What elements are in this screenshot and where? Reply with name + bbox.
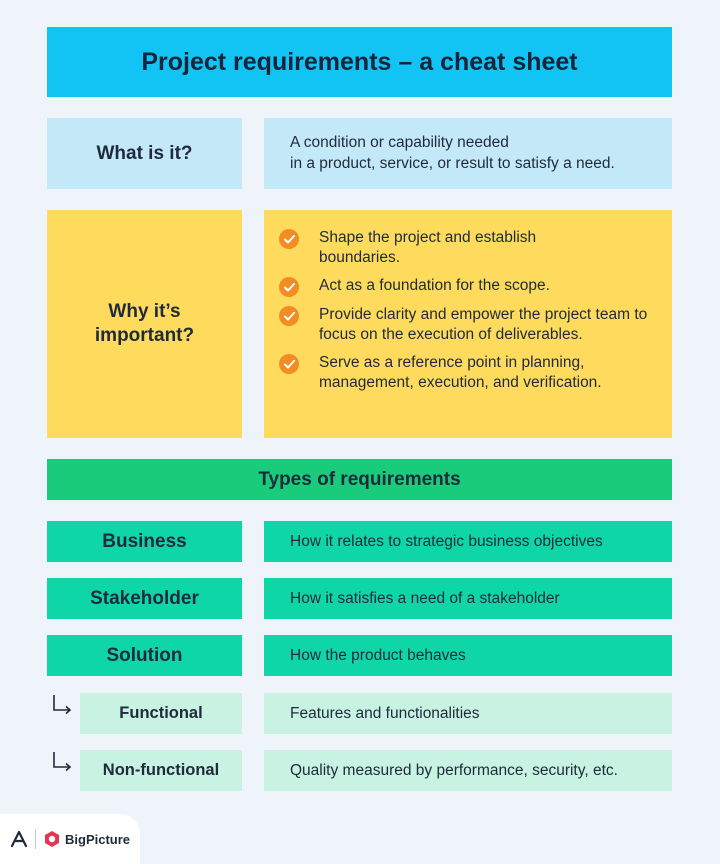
- subtype-label-non-functional: [80, 750, 242, 791]
- what-line-1: A condition or capability needed: [290, 134, 509, 151]
- subtype-label-text: Non-functional: [102, 761, 220, 779]
- type-label-text: Solution: [106, 644, 183, 666]
- why-item: [279, 276, 658, 297]
- footer-brand-name: BigPicture: [65, 831, 131, 847]
- why-label-box: [47, 210, 242, 438]
- type-label-solution: [47, 635, 242, 676]
- page-title: Project requirements – a cheat sheet: [141, 47, 578, 76]
- types-header-label: Types of requirements: [258, 468, 461, 490]
- type-label-business: [47, 521, 242, 562]
- why-item: [279, 228, 658, 268]
- appfire-logo-icon: [10, 830, 28, 848]
- sub-arrow-icon: [50, 693, 76, 719]
- footer-branding: [0, 814, 140, 864]
- type-desc-business: How it relates to strategic business objectives: [264, 521, 672, 562]
- why-item-text: Act as a foundation for the scope.: [319, 277, 550, 294]
- check-icon: [279, 229, 299, 249]
- why-label: [95, 300, 194, 348]
- why-item-text: Serve as a reference point in planning, management, execution, and verification.: [319, 354, 602, 391]
- why-item-text: Provide clarity and empower the project team to focus on the execution of deliverables.: [319, 306, 648, 343]
- what-line-2: in a product, service, or result to satisfy a need.: [290, 155, 615, 172]
- footer-divider: [35, 829, 36, 849]
- what-label-box: [47, 118, 242, 189]
- type-desc-stakeholder: How it satisfies a need of a stakeholder: [264, 578, 672, 619]
- subtype-label-functional: [80, 693, 242, 734]
- why-item: [279, 305, 658, 345]
- check-icon: [279, 306, 299, 326]
- subtype-desc-functional: Features and functionalities: [264, 693, 672, 734]
- types-header: [47, 459, 672, 500]
- type-desc-solution: How the product behaves: [264, 635, 672, 676]
- check-icon: [279, 354, 299, 374]
- bigpicture-logo-icon: [43, 830, 61, 848]
- what-description: [264, 118, 672, 189]
- sub-arrow-icon: [50, 750, 76, 776]
- type-label-text: Stakeholder: [90, 587, 199, 609]
- subtype-label-text: Functional: [119, 704, 203, 722]
- why-label-line-1: Why it’s: [108, 301, 181, 322]
- check-icon: [279, 277, 299, 297]
- what-label: What is it?: [96, 142, 193, 164]
- type-label-text: Business: [102, 530, 187, 552]
- why-list: [264, 210, 672, 438]
- type-label-stakeholder: [47, 578, 242, 619]
- title-bar: [47, 27, 672, 97]
- why-label-line-2: important?: [94, 325, 195, 346]
- subtype-desc-non-functional: Quality measured by performance, security, etc.: [264, 750, 672, 791]
- why-item: [279, 353, 658, 393]
- why-item-text: Shape the project and establish boundaries.: [319, 229, 537, 266]
